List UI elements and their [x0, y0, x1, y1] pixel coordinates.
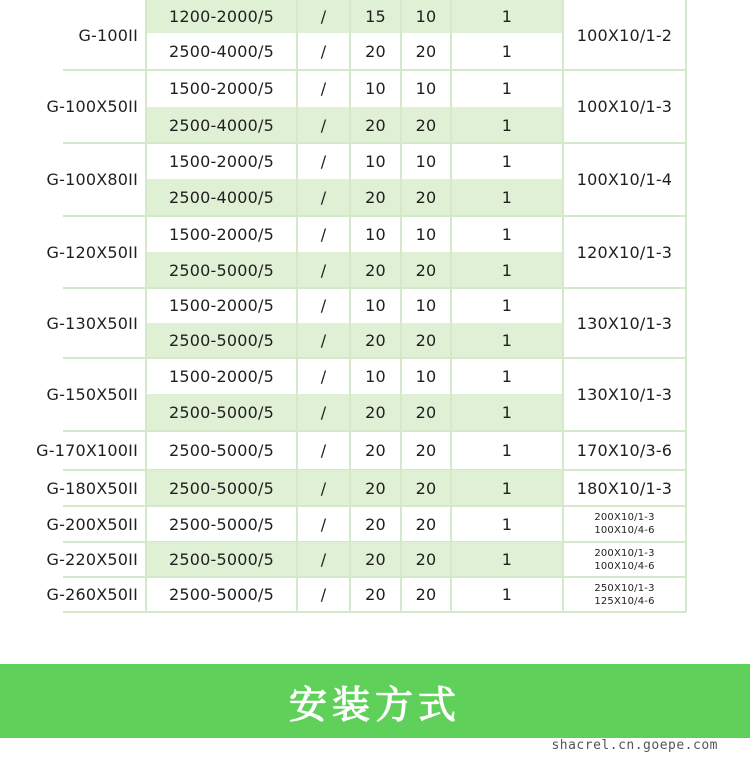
ratio-cell: 1200-2000/5	[146, 0, 297, 33]
spec-line: 100X10/1-3	[576, 97, 673, 116]
qty-cell: 1	[451, 323, 563, 358]
value-a-cell: 20	[350, 394, 401, 431]
row-divider	[63, 611, 686, 613]
value-a-cell: 20	[350, 252, 401, 288]
spec-cell	[563, 0, 686, 70]
banner-title: 安装方式	[288, 682, 461, 727]
value-b-cell: 20	[401, 394, 451, 431]
install-method-banner	[0, 664, 750, 738]
slash-cell: /	[320, 42, 327, 61]
value-b-cell: 20	[401, 179, 451, 216]
model-cell: G-170X100II	[36, 441, 138, 460]
slash-cell: /	[297, 542, 350, 577]
site-watermark: shacrel.cn.goepe.com	[551, 738, 718, 753]
value-b-cell: 10	[415, 224, 437, 244]
slash-cell: /	[320, 366, 327, 386]
spec-line: 130X10/1-3	[576, 385, 673, 404]
slash-cell: /	[320, 151, 327, 171]
model-cell: G-200X50II	[46, 514, 138, 534]
slash-cell: /	[320, 514, 327, 534]
model-cell: G-100X50II	[46, 97, 138, 116]
value-a-cell: 10	[365, 151, 386, 171]
model-cell: G-100X80II	[46, 170, 138, 189]
ratio-cell: 2500-5000/5	[146, 394, 297, 431]
column-divider	[349, 0, 351, 612]
qty-cell: 1	[501, 79, 513, 98]
spec-line: 100X10/4-6	[594, 560, 655, 572]
qty-cell: 1	[451, 179, 563, 216]
slash-cell: /	[297, 470, 350, 506]
column-divider	[145, 0, 147, 612]
ratio-cell: 2500-5000/5	[169, 585, 274, 604]
value-a-cell: 20	[350, 470, 401, 506]
spec-cell	[563, 216, 686, 288]
ratio-cell: 2500-4000/5	[169, 42, 274, 61]
value-b-cell: 10	[415, 79, 437, 98]
value-b-cell: 20	[401, 542, 451, 577]
spec-line: 200X10/1-3	[594, 547, 655, 559]
ratio-cell: 2500-5000/5	[146, 323, 297, 358]
spec-cell	[563, 143, 686, 216]
value-a-cell: 10	[365, 79, 386, 98]
qty-cell: 1	[501, 441, 513, 460]
ratio-cell: 2500-5000/5	[146, 542, 297, 577]
slash-cell: /	[320, 441, 327, 460]
ratio-cell: 1500-2000/5	[169, 79, 274, 98]
slash-cell: /	[320, 296, 327, 315]
slash-cell: /	[297, 179, 350, 216]
value-a-cell: 20	[365, 514, 386, 534]
qty-cell: 1	[501, 585, 513, 604]
value-b-cell: 10	[415, 151, 437, 171]
ratio-cell: 1500-2000/5	[169, 151, 274, 171]
spec-line: 250X10/1-3	[594, 582, 655, 594]
value-a-cell: 20	[350, 323, 401, 358]
spec-cell	[563, 542, 686, 577]
slash-cell: /	[297, 0, 350, 33]
spec-line: 100X10/4-6	[594, 525, 655, 536]
qty-cell: 1	[501, 151, 513, 171]
spec-line: 200X10/1-3	[594, 512, 655, 523]
spec-line: 100X10/1-4	[576, 170, 673, 189]
value-a-cell: 20	[365, 585, 386, 604]
column-divider	[296, 0, 298, 612]
value-b-cell: 20	[401, 107, 451, 143]
value-a-cell: 20	[350, 179, 401, 216]
ratio-cell: 1500-2000/5	[169, 224, 274, 244]
value-a-cell: 20	[350, 107, 401, 143]
model-cell: G-100II	[78, 25, 138, 45]
spec-line: 125X10/4-6	[594, 595, 655, 607]
ratio-cell: 1500-2000/5	[169, 366, 274, 386]
value-b-cell: 20	[401, 470, 451, 506]
ratio-cell: 2500-5000/5	[169, 441, 274, 460]
ratio-cell: 1500-2000/5	[169, 296, 274, 315]
value-b-cell: 20	[415, 514, 437, 534]
spec-cell	[563, 288, 686, 358]
model-cell: G-150X50II	[46, 385, 138, 404]
slash-cell: /	[297, 394, 350, 431]
spec-line: 130X10/1-3	[576, 313, 673, 333]
column-divider	[450, 0, 452, 612]
spec-line: 180X10/1-3	[576, 478, 673, 498]
value-a-cell: 20	[365, 42, 386, 61]
column-divider	[562, 0, 564, 612]
slash-cell: /	[320, 585, 327, 604]
spec-cell	[563, 577, 686, 612]
value-b-cell: 20	[415, 585, 437, 604]
qty-cell: 1	[451, 252, 563, 288]
qty-cell: 1	[501, 42, 513, 61]
value-a-cell: 10	[365, 224, 386, 244]
model-cell: G-220X50II	[46, 550, 138, 569]
ratio-cell: 2500-5000/5	[146, 252, 297, 288]
qty-cell: 1	[451, 107, 563, 143]
spec-line: 100X10/1-2	[576, 25, 673, 45]
model-cell: G-120X50II	[46, 242, 138, 262]
value-b-cell: 20	[401, 323, 451, 358]
qty-cell: 1	[451, 470, 563, 506]
model-cell: G-260X50II	[46, 585, 138, 604]
slash-cell: /	[297, 252, 350, 288]
spec-cell	[563, 470, 686, 506]
ratio-cell: 2500-4000/5	[146, 107, 297, 143]
value-b-cell: 10	[401, 0, 451, 33]
value-a-cell: 15	[350, 0, 401, 33]
column-divider	[400, 0, 402, 612]
value-b-cell: 10	[415, 296, 437, 315]
value-b-cell: 20	[415, 42, 437, 61]
qty-cell: 1	[501, 366, 513, 386]
qty-cell: 1	[451, 0, 563, 33]
qty-cell: 1	[501, 514, 513, 534]
spec-cell	[563, 358, 686, 431]
model-cell: G-130X50II	[46, 313, 138, 333]
value-b-cell: 20	[401, 252, 451, 288]
value-b-cell: 20	[415, 441, 437, 460]
spec-cell	[563, 70, 686, 143]
value-a-cell: 10	[365, 366, 386, 386]
slash-cell: /	[320, 79, 327, 98]
column-divider	[685, 0, 687, 612]
value-b-cell: 10	[415, 366, 437, 386]
spec-line: 120X10/1-3	[576, 242, 673, 262]
value-a-cell: 20	[350, 542, 401, 577]
slash-cell: /	[320, 224, 327, 244]
spec-cell	[563, 506, 686, 542]
qty-cell: 1	[501, 224, 513, 244]
spec-line: 170X10/3-6	[576, 441, 673, 460]
slash-cell: /	[297, 323, 350, 358]
spec-cell	[563, 431, 686, 470]
qty-cell: 1	[451, 542, 563, 577]
value-a-cell: 10	[365, 296, 386, 315]
ratio-cell: 2500-5000/5	[146, 470, 297, 506]
ratio-cell: 2500-4000/5	[146, 179, 297, 216]
value-a-cell: 20	[365, 441, 386, 460]
qty-cell: 1	[451, 394, 563, 431]
ratio-cell: 2500-5000/5	[169, 514, 274, 534]
qty-cell: 1	[501, 296, 513, 315]
model-cell: G-180X50II	[46, 478, 138, 498]
slash-cell: /	[297, 107, 350, 143]
